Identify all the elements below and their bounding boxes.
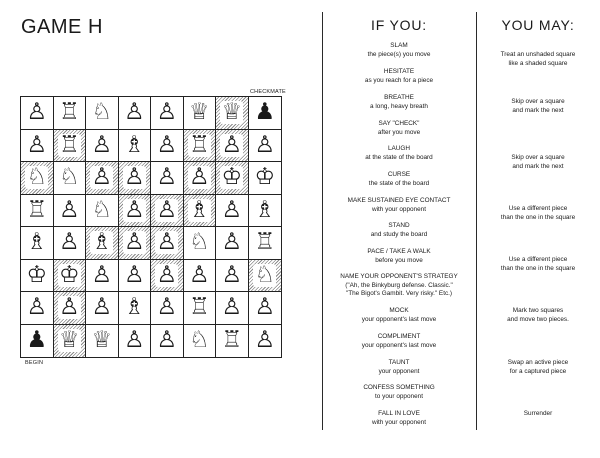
king-icon: ♔	[254, 164, 276, 191]
if-item-slam: SLAM the piece(s) you move	[367, 42, 431, 58]
knight-icon: ♘	[26, 164, 48, 191]
board-square-3-5	[151, 162, 184, 195]
if-item-compliment: COMPLIMENT your opponent's last move	[361, 333, 437, 349]
board-square-6-3	[86, 260, 119, 293]
board-square-5-2	[54, 227, 87, 260]
may-item-different-piece-1: Use a different piece than the one in the square	[500, 205, 576, 221]
board-square-6-6	[184, 260, 217, 293]
pawn-icon: ♙	[156, 327, 178, 354]
rook-icon: ♖	[26, 196, 48, 223]
knight-icon: ♘	[91, 196, 113, 223]
board-square-5-5	[151, 227, 184, 260]
pawn-icon: ♙	[156, 196, 178, 223]
pawn-icon: ♙	[26, 131, 48, 158]
pawn-icon: ♙	[26, 294, 48, 321]
board-square-2-3	[86, 130, 119, 163]
pawn-icon: ♙	[91, 294, 113, 321]
knight-icon: ♘	[188, 327, 210, 354]
board-square-1-1	[21, 97, 54, 130]
board-square-8-2	[54, 325, 87, 358]
board-square-1-4	[119, 97, 152, 130]
board-square-7-7	[216, 292, 249, 325]
board-square-2-6	[184, 130, 217, 163]
board-square-3-1	[21, 162, 54, 195]
knight-icon: ♘	[91, 99, 113, 126]
board-square-6-5	[151, 260, 184, 293]
board-square-5-8	[249, 227, 282, 260]
if-you-header: IF YOU:	[371, 17, 427, 33]
board-square-4-3	[86, 195, 119, 228]
may-item-mark-two: Mark two squares and move two pieces.	[507, 307, 569, 323]
board-square-5-7	[216, 227, 249, 260]
pawn-icon: ♙	[26, 99, 48, 126]
queen-icon: ♕	[188, 99, 210, 126]
knight-icon: ♘	[58, 164, 80, 191]
if-item-eye-contact: MAKE SUSTAINED EYE CONTACT with your opponent	[347, 197, 451, 213]
board-square-4-6	[184, 195, 217, 228]
queen-icon: ♕	[58, 327, 80, 354]
board-square-4-7	[216, 195, 249, 228]
bishop-icon: ♗	[91, 229, 113, 256]
game-title: GAME H	[21, 16, 103, 38]
if-item-stand: STAND and study the board	[370, 222, 428, 238]
board-square-3-2	[54, 162, 87, 195]
king-icon: ♔	[58, 261, 80, 288]
may-item-treat-unshaded: Treat an unshaded square like a shaded square	[500, 51, 576, 67]
pawn-icon: ♙	[91, 261, 113, 288]
board-square-8-6	[184, 325, 217, 358]
if-item-pace: PACE / TAKE A WALK before you move	[367, 248, 431, 264]
board-square-7-1	[21, 292, 54, 325]
pawn-icon: ♙	[91, 164, 113, 191]
if-item-say-check: SAY "CHECK" after you move	[377, 120, 421, 136]
pawn-icon: ♙	[58, 196, 80, 223]
board-square-4-1	[21, 195, 54, 228]
board-square-8-4	[119, 325, 152, 358]
board-square-6-7	[216, 260, 249, 293]
rook-icon: ♖	[254, 229, 276, 256]
board-square-7-4	[119, 292, 152, 325]
bishop-icon: ♗	[254, 196, 276, 223]
board-square-4-8	[249, 195, 282, 228]
board-square-7-8	[249, 292, 282, 325]
if-item-taunt: TAUNT your opponent	[378, 359, 420, 375]
board-square-3-6	[184, 162, 217, 195]
pawn-icon: ♙	[156, 99, 178, 126]
knight-icon: ♘	[254, 261, 276, 288]
chess-board	[20, 96, 282, 358]
board-square-2-2	[54, 130, 87, 163]
pawn-icon: ♙	[58, 294, 80, 321]
board-square-8-3	[86, 325, 119, 358]
pawn-icon: ♙	[123, 229, 145, 256]
bishop-icon: ♗	[123, 294, 145, 321]
knight-icon: ♘	[188, 229, 210, 256]
board-square-5-4	[119, 227, 152, 260]
pawn-icon: ♙	[156, 229, 178, 256]
board-square-1-2	[54, 97, 87, 130]
board-square-6-1	[21, 260, 54, 293]
may-item-skip-2: Skip over a square and mark the next	[511, 154, 565, 170]
board-square-4-5	[151, 195, 184, 228]
rook-icon: ♖	[58, 99, 80, 126]
pawn-icon: ♙	[188, 164, 210, 191]
pawn-icon: ♙	[156, 164, 178, 191]
pawn-icon: ♙	[91, 131, 113, 158]
rook-icon: ♖	[221, 327, 243, 354]
board-square-8-7	[216, 325, 249, 358]
board-square-7-5	[151, 292, 184, 325]
board-square-2-7	[216, 130, 249, 163]
may-item-skip-1: Skip over a square and mark the next	[511, 98, 565, 114]
pawn-icon: ♟	[254, 99, 276, 126]
board-square-1-8	[249, 97, 282, 130]
checkmate-label: CHECKMATE	[250, 89, 286, 95]
board-square-5-1	[21, 227, 54, 260]
if-item-mock: MOCK your opponent's last move	[361, 307, 437, 323]
begin-label: BEGIN	[25, 360, 44, 366]
board-square-5-6	[184, 227, 217, 260]
if-item-laugh: LAUGH at the state of the board	[365, 145, 433, 161]
board-square-5-3	[86, 227, 119, 260]
board-square-6-2	[54, 260, 87, 293]
pawn-icon: ♙	[123, 164, 145, 191]
board-square-3-3	[86, 162, 119, 195]
pawn-icon: ♙	[254, 327, 276, 354]
pawn-icon: ♙	[123, 99, 145, 126]
pawn-icon: ♙	[123, 327, 145, 354]
if-item-hesitate: HESITATE as you reach for a piece	[364, 68, 434, 84]
king-icon: ♔	[221, 164, 243, 191]
board-square-1-5	[151, 97, 184, 130]
board-square-7-3	[86, 292, 119, 325]
pawn-icon: ♙	[188, 261, 210, 288]
pawn-icon: ♙	[254, 294, 276, 321]
may-item-surrender: Surrender	[523, 410, 553, 417]
board-square-2-8	[249, 130, 282, 163]
pawn-icon: ♙	[221, 229, 243, 256]
you-may-header: YOU MAY:	[501, 17, 575, 33]
may-item-different-piece-2: Use a different piece than the one in the square	[500, 256, 576, 272]
pawn-icon: ♙	[221, 196, 243, 223]
pawn-icon: ♟	[26, 327, 48, 354]
board-square-7-2	[54, 292, 87, 325]
queen-icon: ♕	[221, 99, 243, 126]
if-item-name-strategy: NAME YOUR OPPONENT'S STRATEGY ("Ah, the Binkyburg defense. Classic." "The Bigot's Gambit. Very risky." Etc.)	[340, 273, 458, 298]
pawn-icon: ♙	[156, 261, 178, 288]
pawn-icon: ♙	[221, 261, 243, 288]
board-square-1-7	[216, 97, 249, 130]
board-square-1-6	[184, 97, 217, 130]
pawn-icon: ♙	[156, 294, 178, 321]
board-square-8-5	[151, 325, 184, 358]
pawn-icon: ♙	[221, 131, 243, 158]
rook-icon: ♖	[188, 294, 210, 321]
if-item-fall-in-love: FALL IN LOVE with your opponent	[371, 410, 426, 426]
pawn-icon: ♙	[156, 131, 178, 158]
board-square-4-2	[54, 195, 87, 228]
if-item-breathe: BREATHE a long, heavy breath	[370, 94, 428, 110]
bishop-icon: ♗	[123, 131, 145, 158]
board-square-2-1	[21, 130, 54, 163]
board-square-2-4	[119, 130, 152, 163]
board-square-3-8	[249, 162, 282, 195]
bishop-icon: ♗	[26, 229, 48, 256]
pawn-icon: ♙	[123, 261, 145, 288]
board-square-6-8	[249, 260, 282, 293]
board-square-7-6	[184, 292, 217, 325]
rook-icon: ♖	[188, 131, 210, 158]
board-square-2-5	[151, 130, 184, 163]
board-square-4-4	[119, 195, 152, 228]
if-item-curse: CURSE the state of the board	[368, 171, 430, 187]
board-square-8-8	[249, 325, 282, 358]
board-square-8-1	[21, 325, 54, 358]
king-icon: ♔	[26, 261, 48, 288]
board-square-6-4	[119, 260, 152, 293]
if-item-confess: CONFESS SOMETHING to your opponent	[363, 384, 435, 400]
board-square-1-3	[86, 97, 119, 130]
pawn-icon: ♙	[123, 196, 145, 223]
pawn-icon: ♙	[58, 229, 80, 256]
queen-icon: ♕	[91, 327, 113, 354]
bishop-icon: ♗	[188, 196, 210, 223]
rook-icon: ♖	[58, 131, 80, 158]
board-square-3-4	[119, 162, 152, 195]
pawn-icon: ♙	[221, 294, 243, 321]
pawn-icon: ♙	[254, 131, 276, 158]
board-square-3-7	[216, 162, 249, 195]
may-item-swap: Swap an active piece for a captured piece	[507, 359, 569, 375]
